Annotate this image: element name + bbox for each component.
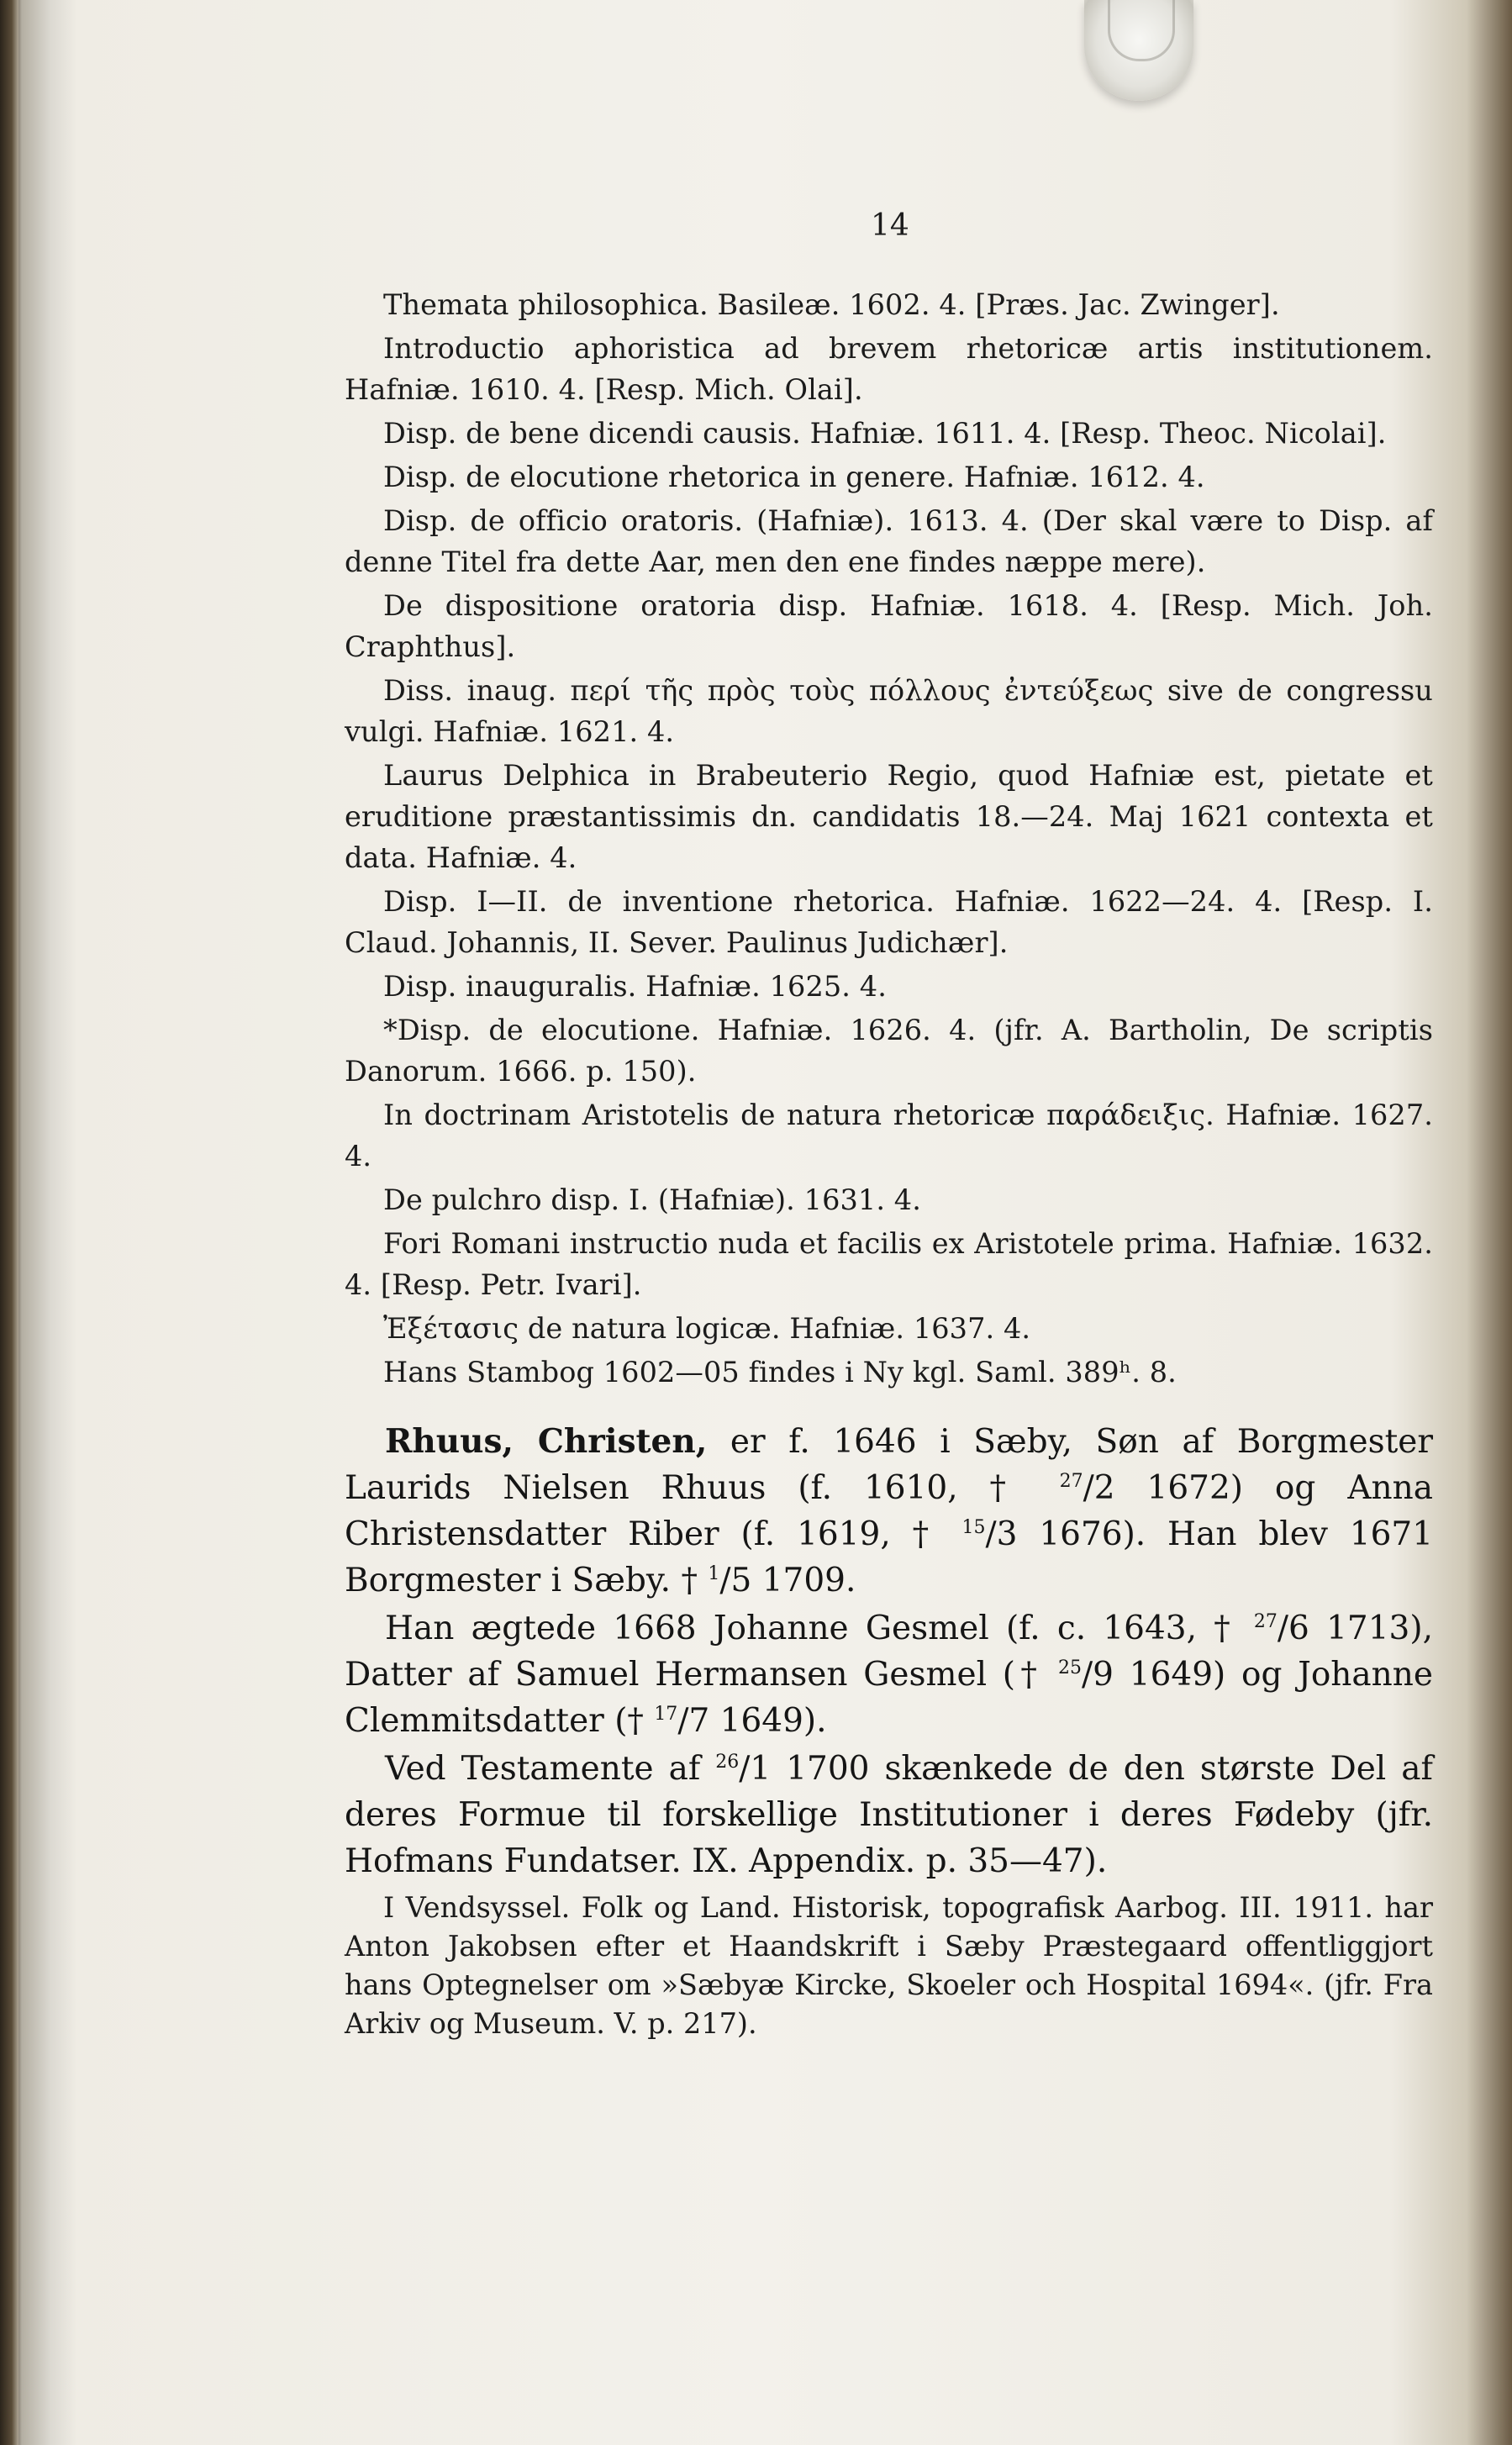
binding-shadow <box>18 0 77 2445</box>
date-fraction: /6 <box>1277 1610 1309 1647</box>
date-sup: 26 <box>715 1752 740 1773</box>
date-fraction: /5 <box>719 1562 752 1599</box>
date-fraction: /7 <box>677 1702 710 1740</box>
bibliography-entry: De pulchro disp. I. (Hafniæ). 1631. 4. <box>383 1183 921 1216</box>
page-number: 14 <box>871 208 909 243</box>
biography-paragraph <box>345 1419 1433 1604</box>
date-sup: 27 <box>1253 1611 1278 1632</box>
bio-text: 1700 skænkede de den største Del af deres Formue til forskellige Institutioner i deres Fødeby (jfr. Hofmans Fundatser. IX. Appendix. p. 35—47). <box>345 1750 1433 1880</box>
biography-section <box>345 1419 1433 1886</box>
bibliography-entry: Disp. de bene dicendi causis. Hafniæ. 1611. 4. [Resp. Theoc. Nicolai]. <box>383 417 1387 450</box>
bio-text: Ved Testamente af <box>385 1750 716 1788</box>
paper-clip-loop <box>1108 0 1175 61</box>
bibliography-entry: Disp. de officio oratoris. (Hafniæ). 1613. 4. (Der skal være to Disp. af denne Titel fra dette Aar, men den ene findes næppe mere). <box>345 504 1433 578</box>
bio-text: 1713), Datter af Samuel Hermansen Gesmel († <box>345 1610 1433 1694</box>
bibliography-entry: Disp. inauguralis. Hafniæ. 1625. 4. <box>383 970 887 1003</box>
biography-paragraph <box>345 1605 1433 1744</box>
notes-section <box>345 1889 1433 2043</box>
date-fraction: /9 <box>1082 1656 1114 1694</box>
bio-text: 1676). Han blev 1671 Borgmester i Sæby. † <box>345 1515 1434 1599</box>
bibliography-entry: Themata philosophica. Basileæ. 1602. 4. [Præs. Jac. Zwinger]. <box>383 288 1280 321</box>
bio-text: 1649). <box>709 1702 827 1740</box>
bio-text: 1649) og Johanne Clemmitsdatter († <box>345 1656 1433 1740</box>
person-name: Rhuus, Christen, <box>385 1422 708 1461</box>
date-sup: 15 <box>961 1517 986 1538</box>
bibliography-entry: Hans Stambog 1602—05 findes i Ny kgl. Saml. 389ʰ. 8. <box>383 1356 1177 1388</box>
date-sup: 17 <box>654 1704 678 1725</box>
date-fraction: /2 <box>1083 1469 1115 1507</box>
date-fraction: /3 <box>985 1515 1018 1553</box>
bibliography-entry: Laurus Delphica in Brabeuterio Regio, quod Hafniæ est, pietate et eruditione præstantissimis dn. candidatis 18.—24. Maj 1621 contexta et data. Hafniæ. 4. <box>345 759 1433 874</box>
bibliography-entry: Disp. I—II. de inventione rhetorica. Hafniæ. 1622—24. 4. [Resp. I. Claud. Johannis, II. Sever. Paulinus Judichær]. <box>345 885 1433 959</box>
bio-text: 1709. <box>751 1562 856 1599</box>
bibliography-entry: Ἐξέτασις de natura logicæ. Hafniæ. 1637. 4. <box>383 1312 1031 1345</box>
bibliography-list <box>345 284 1433 1395</box>
bibliography-entry: Introductio aphoristica ad brevem rhetoricæ artis institutionem. Hafniæ. 1610. 4. [Resp. Mich. Olai]. <box>345 332 1433 406</box>
bibliography-entry: Disp. de elocutione rhetorica in genere. Hafniæ. 1612. 4. <box>383 461 1205 493</box>
bibliography-entry: *Disp. de elocutione. Hafniæ. 1626. 4. (jfr. A. Bartholin, De scriptis Danorum. 1666. p. 150). <box>345 1014 1433 1088</box>
bio-text: 1672) og Anna Christensdatter Riber (f. 1619, † <box>345 1469 1433 1553</box>
bio-text: Han ægtede 1668 Johanne Gesmel (f. c. 1643, † <box>385 1610 1254 1647</box>
date-fraction: /1 <box>739 1750 772 1788</box>
date-sup: 27 <box>1059 1471 1083 1492</box>
bibliography-entry: Fori Romani instructio nuda et facilis ex Aristotele prima. Hafniæ. 1632. 4. [Resp. Petr. Ivari]. <box>345 1227 1433 1301</box>
bibliography-entry: In doctrinam Aristotelis de natura rhetoricæ παράδειξις. Hafniæ. 1627. 4. <box>345 1099 1433 1172</box>
bio-text: er f. 1646 i Sæby, Søn af Borgmester Laurids Nielsen Rhuus (f. 1610, † <box>345 1423 1433 1507</box>
date-sup: 1 <box>708 1563 720 1584</box>
biography-paragraph <box>345 1746 1433 1884</box>
date-sup: 25 <box>1058 1657 1083 1678</box>
note-paragraph: I Vendsyssel. Folk og Land. Historisk, topografisk Aarbog. III. 1911. har Anton Jakobsen efter et Haandskrift i Sæby Præstegaard offentliggjort hans Optegnelser om »Sæbyæ Kircke, Skoeler och Hospital 1694«. (jfr. Fra Arkiv og Museum. V. p. 217). <box>345 1891 1433 2040</box>
bibliography-entry: Diss. inaug. περί τῆς πρὸς τοὺς πόλλους ἐντεύξεως sive de congressu vulgi. Hafniæ. 1621. 4. <box>345 674 1433 748</box>
bibliography-entry: De dispositione oratoria disp. Hafniæ. 1618. 4. [Resp. Mich. Joh. Craphthus]. <box>345 589 1433 663</box>
